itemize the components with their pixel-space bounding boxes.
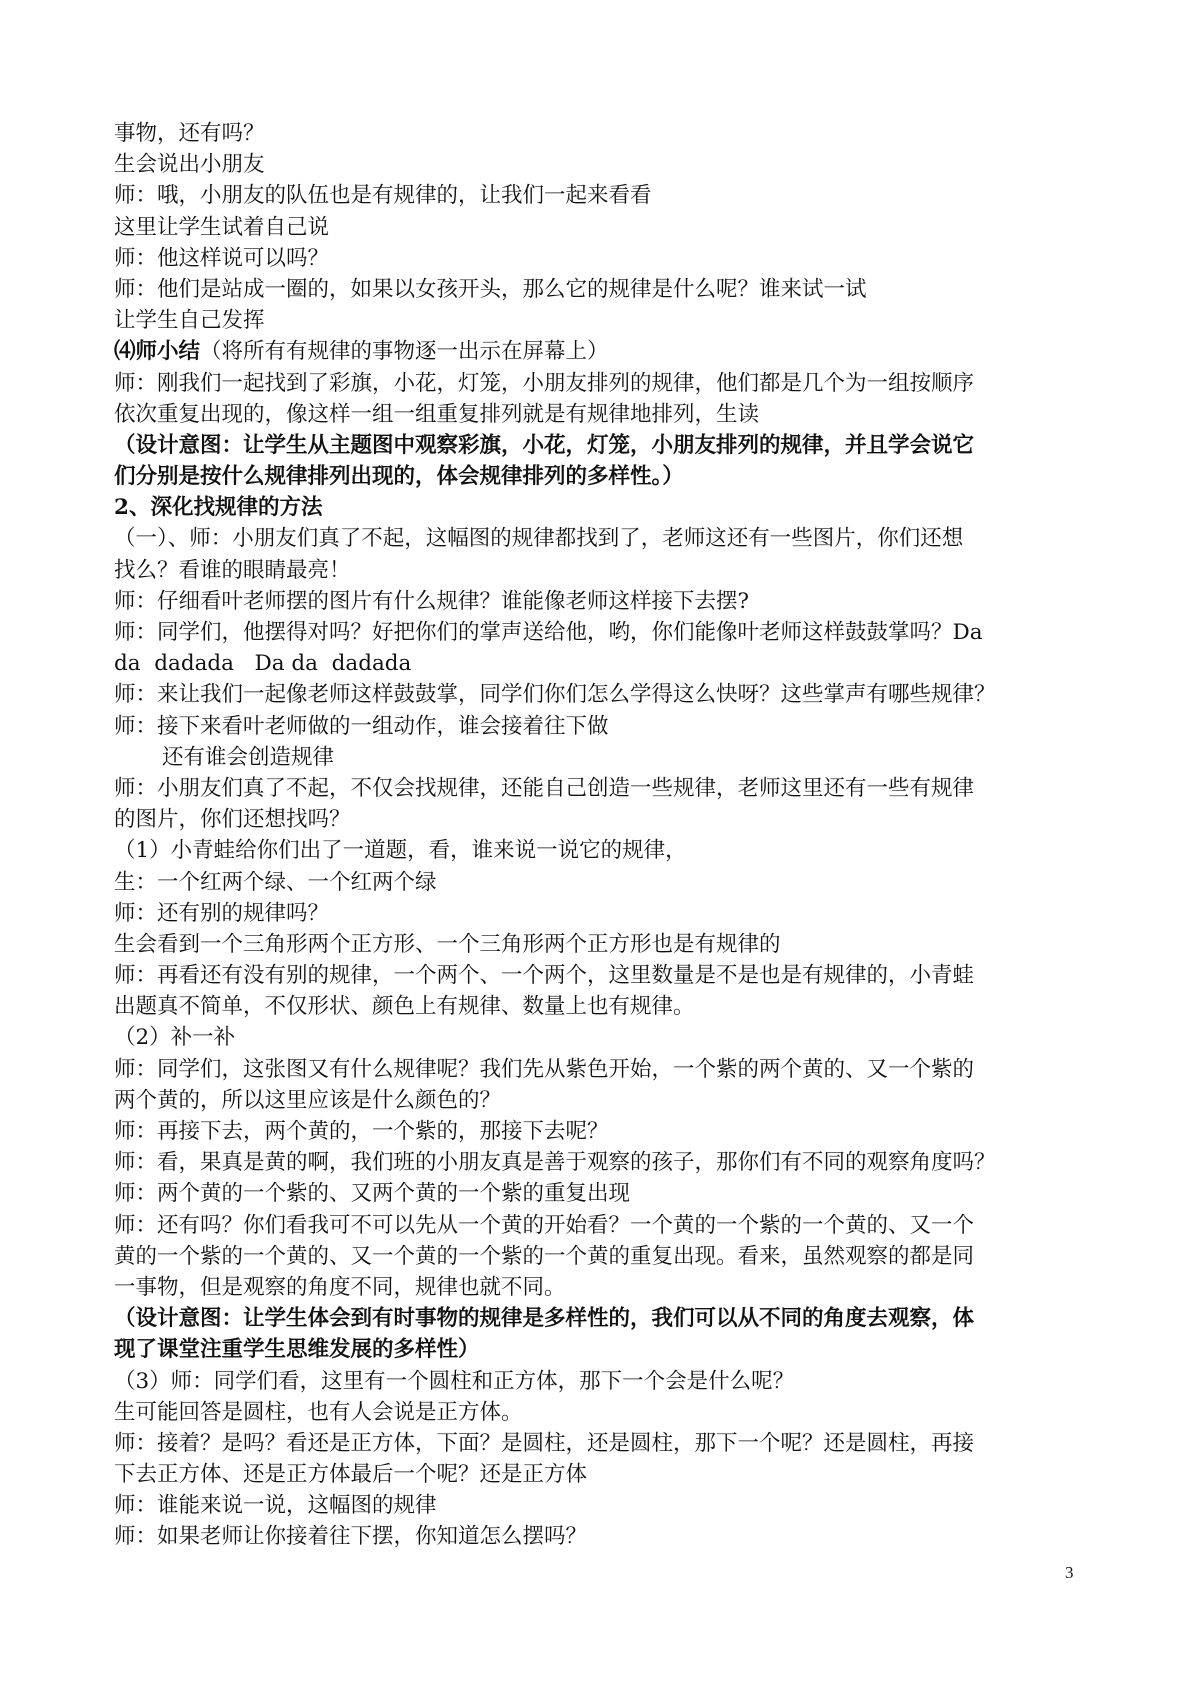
text-line: 师：看，果真是黄的啊，我们班的小朋友真是善于观察的孩子，那你们有不同的观察角度吗？ <box>114 1150 996 1176</box>
document-body <box>114 118 1089 1553</box>
text-line: 这里让学生试着自己说 <box>114 214 330 240</box>
text-line <box>114 336 1089 367</box>
text-line: （3）师：同学们看，这里有一个圆柱和正方体，那下一个会是什么呢？ <box>114 1368 795 1394</box>
text-line: 师：还有吗？你们看我可不可以先从一个黄的开始看？一个黄的一个紫的一个黄的、又一个 <box>114 1212 975 1238</box>
text-line: 黄的一个紫的一个黄的、又一个黄的一个紫的一个黄的重复出现。看来，虽然观察的都是同 <box>114 1243 975 1269</box>
text-line: （1）小青蛙给你们出了一道题，看，谁来说一说它的规律， <box>114 838 687 864</box>
text-line: 现了课堂注重学生思维发展的多样性） <box>114 1337 480 1363</box>
text-line: 师：谁能来说一说，这幅图的规律 <box>114 1493 437 1519</box>
text-line: （设计意图：让学生从主题图中观察彩旗，小花，灯笼，小朋友排列的规律，并且学会说它 <box>114 432 975 458</box>
text-line: 2、深化找规律的方法 <box>114 495 323 521</box>
text-line: 师：小朋友们真了不起，不仅会找规律，还能自己创造一些规律，老师这里还有一些有规律 <box>114 775 975 801</box>
text-line: 师：两个黄的一个紫的、又两个黄的一个紫的重复出现 <box>114 1181 631 1207</box>
text-line: 生会说出小朋友 <box>114 152 265 178</box>
text-line: 师：接下来看叶老师做的一组动作，谁会接着往下做 <box>114 713 609 739</box>
text-line: 一事物，但是观察的角度不同，规律也就不同。 <box>114 1274 566 1300</box>
text-line: 师：仔细看叶老师摆的图片有什么规律？谁能像老师这样接下去摆? <box>114 588 750 614</box>
text-line: （2）补一补 <box>114 1025 236 1051</box>
bold-heading: ⑷师小结 <box>114 339 201 365</box>
text-line: 事物，还有吗？ <box>114 121 265 146</box>
text-line: 下去正方体、还是正方体最后一个呢？还是正方体 <box>114 1462 588 1488</box>
text-line: 生会看到一个三角形两个正方形、一个三角形两个正方形也是有规律的 <box>114 931 781 957</box>
heading-note: （将所有有规律的事物逐一出示在屏幕上） <box>200 339 609 365</box>
text-line: 师：来让我们一起像老师这样鼓鼓掌，同学们你们怎么学得这么快呀？这些掌声有哪些规律？ <box>114 682 996 708</box>
text-line: 师：接着？是吗？看还是正方体，下面？是圆柱，还是圆柱，那下一个呢？还是圆柱，再接 <box>114 1430 975 1456</box>
text-line: 生可能回答是圆柱，也有人会说是正方体。 <box>114 1399 523 1425</box>
text-line: 师：哦，小朋友的队伍也是有规律的，让我们一起来看看 <box>114 183 652 209</box>
text-line: （设计意图：让学生体会到有时事物的规律是多样性的，我们可以从不同的角度去观察，体 <box>114 1306 975 1332</box>
text-line: 师：他们是站成一圈的，如果以女孩开头，那么它的规律是什么呢？谁来试一试 <box>114 276 867 302</box>
text-line: 师：再接下去，两个黄的，一个紫的，那接下去呢？ <box>114 1119 609 1144</box>
text-line: 出题真不简单，不仅形状、颜色上有规律、数量上也有规律。 <box>114 994 695 1020</box>
text-line: 师：再看还有没有别的规律，一个两个、一个两个，这里数量是不是也是有规律的，小青蛙 <box>114 963 975 989</box>
text-line: 的图片，你们还想找吗？ <box>114 807 351 833</box>
text-line: da dadada Da da dadada <box>114 651 412 677</box>
text-line: 师：如果老师让你接着往下摆，你知道怎么摆吗？ <box>114 1524 588 1550</box>
text-line: 找么？看谁的眼睛最亮！ <box>114 557 351 583</box>
text-line: 还有谁会创造规律 <box>162 744 335 770</box>
text-line: 们分别是按什么规律排列出现的，体会规律排列的多样性。） <box>114 464 684 490</box>
text-line: 师：他这样说可以吗？ <box>114 245 330 271</box>
text-line: 依次重复出现的，像这样一组一组重复排列就是有规律地排列，生读 <box>114 401 760 427</box>
text-line: 让学生自己发挥 <box>114 308 265 334</box>
text-line: 师：刚我们一起找到了彩旗，小花，灯笼，小朋友排列的规律，他们都是几个为一组按顺序 <box>114 370 975 396</box>
text-line: 师：同学们，他摆得对吗？好把你们的掌声送给他，哟，你们能像叶老师这样鼓鼓掌吗？Da <box>114 620 983 645</box>
text-line: 生：一个红两个绿、一个红两个绿 <box>114 869 437 895</box>
text-line: 师：同学们，这张图又有什么规律呢？我们先从紫色开始，一个紫的两个黄的、又一个紫的 <box>114 1056 975 1082</box>
text-line: 两个黄的，所以这里应该是什么颜色的？ <box>114 1087 502 1113</box>
page-number: 3 <box>1065 1563 1074 1582</box>
text-line: 师：还有别的规律吗？ <box>114 900 330 926</box>
text-line: （一）、师：小朋友们真了不起，这幅图的规律都找到了，老师这还有一些图片，你们还想 <box>114 526 964 552</box>
